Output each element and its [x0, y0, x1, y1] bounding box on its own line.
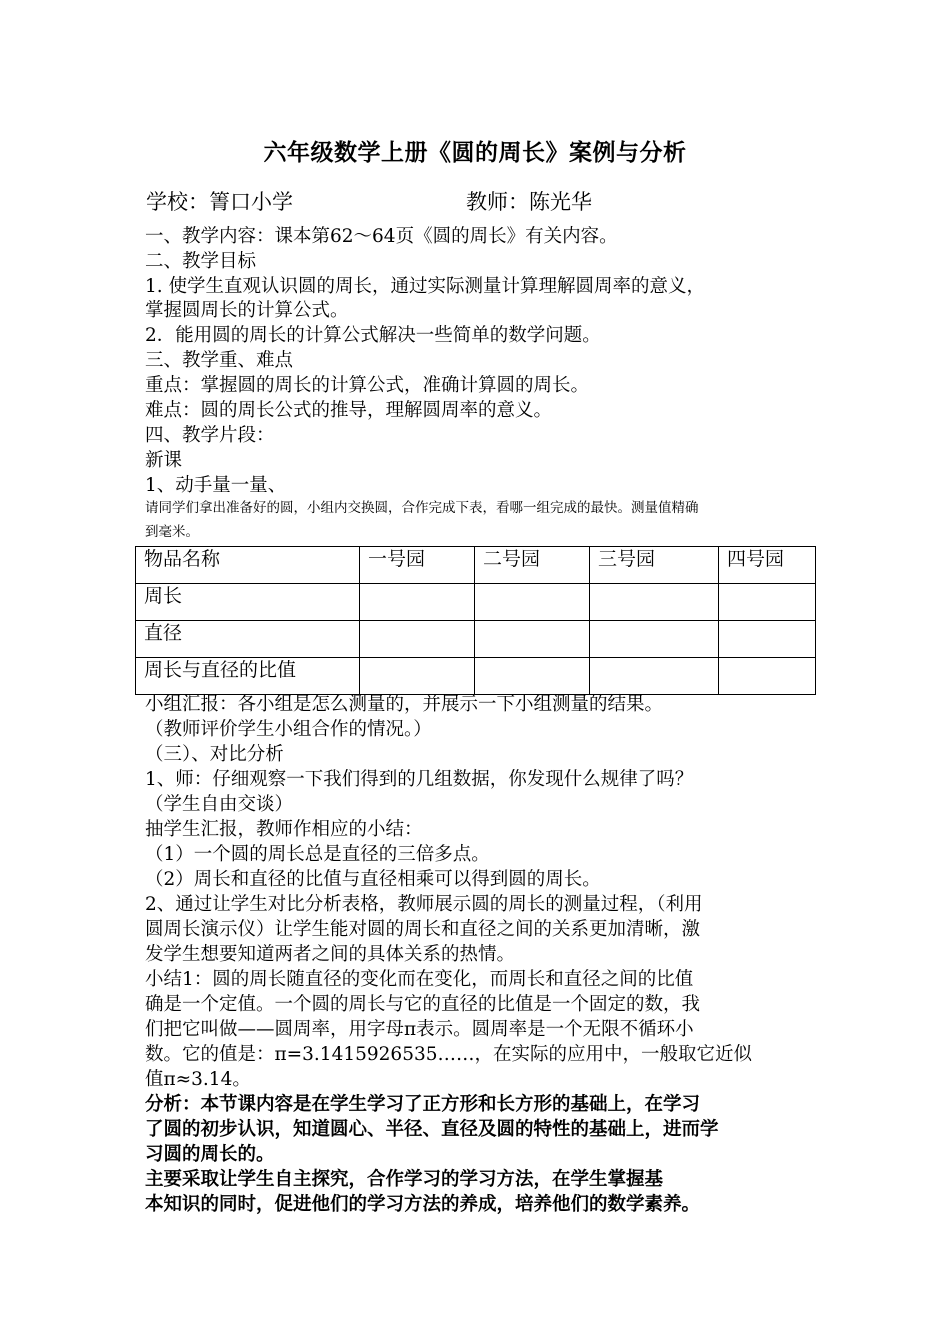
text-line: 2．能用圆的周长的计算公式解决一些简单的数学问题。: [145, 325, 601, 346]
instruction-line: 请同学们拿出准备好的圆，小组内交换圆，合作完成下表，看哪一组完成的最快。测量值精确: [145, 500, 699, 516]
table-cell: [590, 621, 719, 658]
text-line: 新课: [145, 450, 183, 471]
text-line: （教师评价学生小组合作的情况。）: [145, 719, 432, 740]
analysis-line: 分析：本节课内容是在学生学习了正方形和长方形的基础上，在学习: [145, 1094, 701, 1115]
table-cell: [590, 584, 719, 621]
text-line: 2、通过让学生对比分析表格，教师展示圆的周长的测量过程，（利用: [145, 894, 703, 915]
text-line: （2）周长和直径的比值与直径相乘可以得到圆的周长。: [145, 869, 601, 890]
analysis-line: 本知识的同时，促进他们的学习方法的养成，培养他们的数学素养。: [145, 1194, 701, 1215]
table-row: [136, 621, 816, 658]
text-line: 1、动手量一量、: [145, 475, 287, 496]
text-line: 重点：掌握圆的周长的计算公式，准确计算圆的周长。: [145, 375, 590, 396]
table-cell: [475, 621, 590, 658]
text-line: 小组汇报：各小组是怎么测量的，并展示一下小组测量的结果。: [145, 694, 664, 715]
text-line: 一、教学内容：课本第62～64页《圆的周长》有关内容。: [145, 226, 618, 247]
table-header-cell: 二号园: [475, 547, 590, 584]
table-cell: [360, 621, 475, 658]
text-line: 二、教学目标: [145, 251, 257, 272]
table-row: [136, 584, 816, 621]
text-line: 1、师：仔细观察一下我们得到的几组数据，你发现什么规律了吗？: [145, 769, 694, 790]
measurement-table: [135, 546, 816, 695]
table-row-label: 周长: [136, 584, 360, 621]
instruction-line: 到毫米。: [145, 524, 199, 540]
text-line: 值π≈3.14。: [145, 1069, 251, 1090]
text-line: 三、教学重、难点: [145, 350, 294, 371]
text-line: 小结1：圆的周长随直径的变化而在变化，而周长和直径之间的比值: [145, 969, 694, 990]
text-line: 四、教学片段：: [145, 425, 275, 446]
table-cell: [719, 584, 816, 621]
table-cell: [719, 621, 816, 658]
school-name: 学校：箐口小学: [146, 190, 293, 214]
text-line: 圆周长演示仪）让学生能对圆的周长和直径之间的关系更加清晰，激: [145, 919, 701, 940]
table-cell: [360, 584, 475, 621]
text-line: （1）一个圆的周长总是直径的三倍多点。: [145, 844, 490, 865]
text-line: 发学生想要知道两者之间的具体关系的热情。: [145, 944, 516, 965]
analysis-line: 习圆的周长的。: [145, 1144, 275, 1165]
table-row: [136, 658, 816, 695]
table-cell: [475, 658, 590, 695]
table-header-cell: 物品名称: [136, 547, 360, 584]
text-line: 掌握圆周长的计算公式。: [145, 300, 349, 321]
table-header-cell: 三号园: [590, 547, 719, 584]
text-line: 确是一个定值。一个圆的周长与它的直径的比值是一个固定的数，我: [145, 994, 701, 1015]
table-header-cell: 四号园: [719, 547, 816, 584]
table-cell: [590, 658, 719, 695]
text-line: 难点：圆的周长公式的推导，理解圆周率的意义。: [145, 400, 553, 421]
table-cell: [475, 584, 590, 621]
table-cell: [719, 658, 816, 695]
text-line: （三）、对比分析: [145, 744, 284, 765]
text-line: 抽学生汇报，教师作相应的小结：: [145, 819, 423, 840]
text-line: 数。它的值是：π=3.1415926535……，在实际的应用中，一般取它近似: [145, 1044, 753, 1065]
table-row-label: 直径: [136, 621, 360, 658]
teacher-name: 教师：陈光华: [466, 190, 592, 214]
text-line: （学生自由交谈）: [145, 794, 294, 815]
text-line: 1. 使学生直观认识圆的周长，通过实际测量计算理解圆周率的意义，: [145, 276, 706, 297]
table-header-row: [136, 547, 816, 584]
document-title: 六年级数学上册《圆的周长》案例与分析: [263, 139, 687, 166]
table-row-label: 周长与直径的比值: [136, 658, 360, 695]
analysis-line: 主要采取让学生自主探究，合作学习的学习方法，在学生掌握基: [145, 1169, 664, 1190]
table-header-cell: 一号园: [360, 547, 475, 584]
analysis-line: 了圆的初步认识，知道圆心、半径、直径及圆的特性的基础上，进而学: [145, 1119, 719, 1140]
text-line: 们把它叫做——圆周率，用字母π表示。圆周率是一个无限不循环小: [145, 1019, 694, 1040]
table-cell: [360, 658, 475, 695]
